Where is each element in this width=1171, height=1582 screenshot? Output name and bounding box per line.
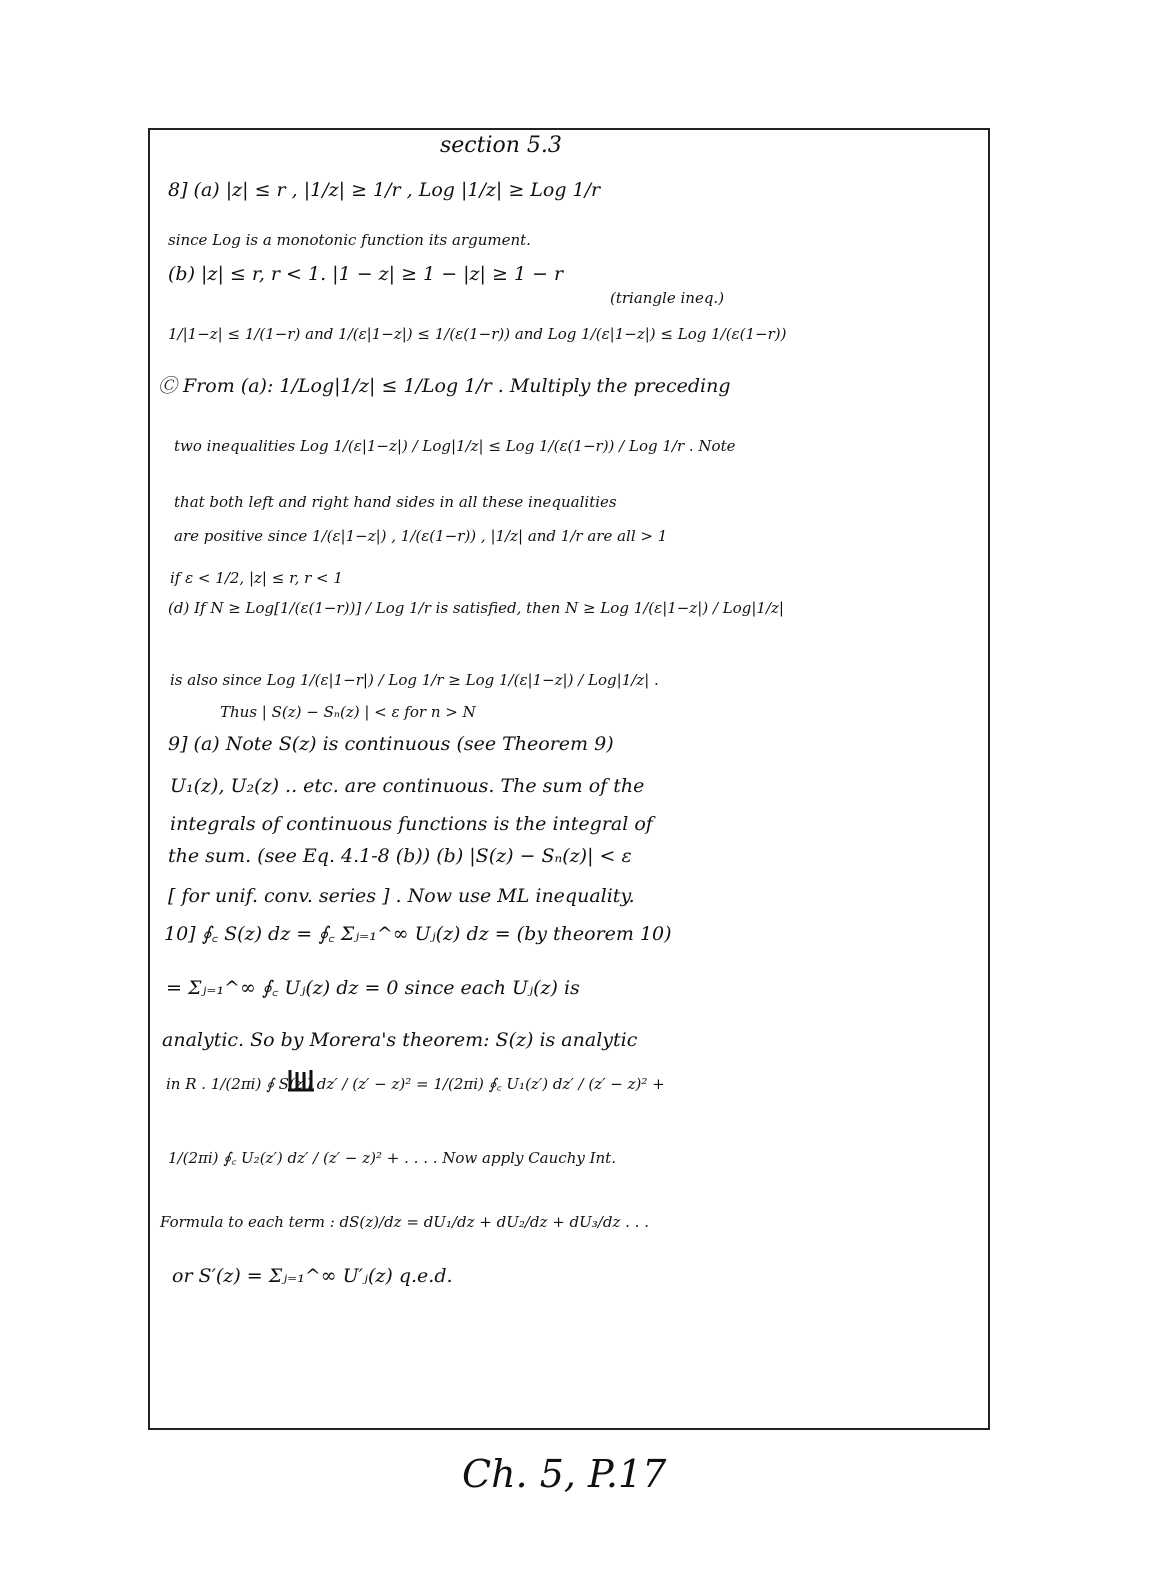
line-triangle-ineq: (triangle ineq.)	[610, 289, 725, 307]
line-both-sides: that both left and right hand sides in all these inequalities	[174, 493, 617, 511]
line-monotonic: since Log is a monotonic function its argument.	[168, 231, 531, 249]
line-cauchy-formula: Formula to each term : dS(z)/dz = dU₁/dz + dU₂/dz + dU₃/dz . . .	[160, 1213, 649, 1231]
line-reciprocals: 1/|1−z| ≤ 1/(1−r) and 1/(ε|1−z|) ≤ 1/(ε(1−r)) and Log 1/(ε|1−z|) ≤ Log 1/(ε(1−r))	[168, 325, 787, 343]
line-the-sum: the sum. (see Eq. 4.1-8 (b)) (b) |S(z) − Sₙ(z)| < ε	[168, 845, 632, 867]
line-9a: 9] (a) Note S(z) is continuous (see Theorem 9)	[168, 733, 614, 755]
line-thus: Thus | S(z) − Sₙ(z) | < ε for n > N	[220, 703, 476, 721]
line-sum-zero: = Σⱼ₌₁^∞ ∮꜀ Uⱼ(z) dz = 0 since each Uⱼ(z) is	[166, 977, 580, 999]
line-8d: (d) If N ≥ Log[1/(ε(1−r))] / Log 1/r is satisfied, then N ≥ Log 1/(ε|1−z|) / Log|1/z|	[168, 599, 784, 617]
line-8c: Ⓒ From (a): 1/Log|1/z| ≤ 1/Log 1/r . Multiply the preceding	[158, 375, 731, 397]
line-8b: (b) |z| ≤ r, r < 1. |1 − z| ≥ 1 − |z| ≥ 1 − r	[168, 263, 564, 285]
line-integrals: integrals of continuous functions is the integral of	[170, 813, 653, 835]
line-two-inequalities: two inequalities Log 1/(ε|1−z|) / Log|1/z| ≤ Log 1/(ε(1−r)) / Log 1/r . Note	[174, 437, 736, 455]
line-10: 10] ∮꜀ S(z) dz = ∮꜀ Σⱼ₌₁^∞ Uⱼ(z) dz = (by theorem 10)	[164, 923, 672, 945]
line-8a: 8] (a) |z| ≤ r , |1/z| ≥ 1/r , Log |1/z| ≥ Log 1/r	[168, 179, 601, 201]
line-positive: are positive since 1/(ε|1−z|) , 1/(ε(1−r)) , |1/z| and 1/r are all > 1	[174, 527, 668, 545]
line-qed: or S′(z) = Σⱼ₌₁^∞ U′ⱼ(z) q.e.d.	[172, 1265, 453, 1287]
line-in-r: in R . 1/(2πi) ∮ S(z′) dz′ / (z′ − z)² = 1/(2πi) ∮꜀ U₁(z′) dz′ / (z′ − z)² +	[166, 1075, 665, 1093]
hand-drawn-mark-icon	[286, 1068, 316, 1094]
line-ml-inequality: [ for unif. conv. series ] . Now use ML inequality.	[168, 885, 635, 907]
line-epsilon-condition: if ε < 1/2, |z| ≤ r, r < 1	[170, 569, 343, 587]
section-title: section 5.3	[440, 133, 562, 158]
page-footer: Ch. 5, P.17	[462, 1452, 667, 1496]
line-u2-integral: 1/(2πi) ∮꜀ U₂(z′) dz′ / (z′ − z)² + . . . . Now apply Cauchy Int.	[168, 1149, 616, 1167]
line-u-continuous: U₁(z), U₂(z) .. etc. are continuous. The sum of the	[170, 775, 645, 797]
line-morera: analytic. So by Morera's theorem: S(z) is analytic	[162, 1029, 638, 1051]
line-also: is also since Log 1/(ε|1−r|) / Log 1/r ≥ Log 1/(ε|1−z|) / Log|1/z| .	[170, 671, 659, 689]
